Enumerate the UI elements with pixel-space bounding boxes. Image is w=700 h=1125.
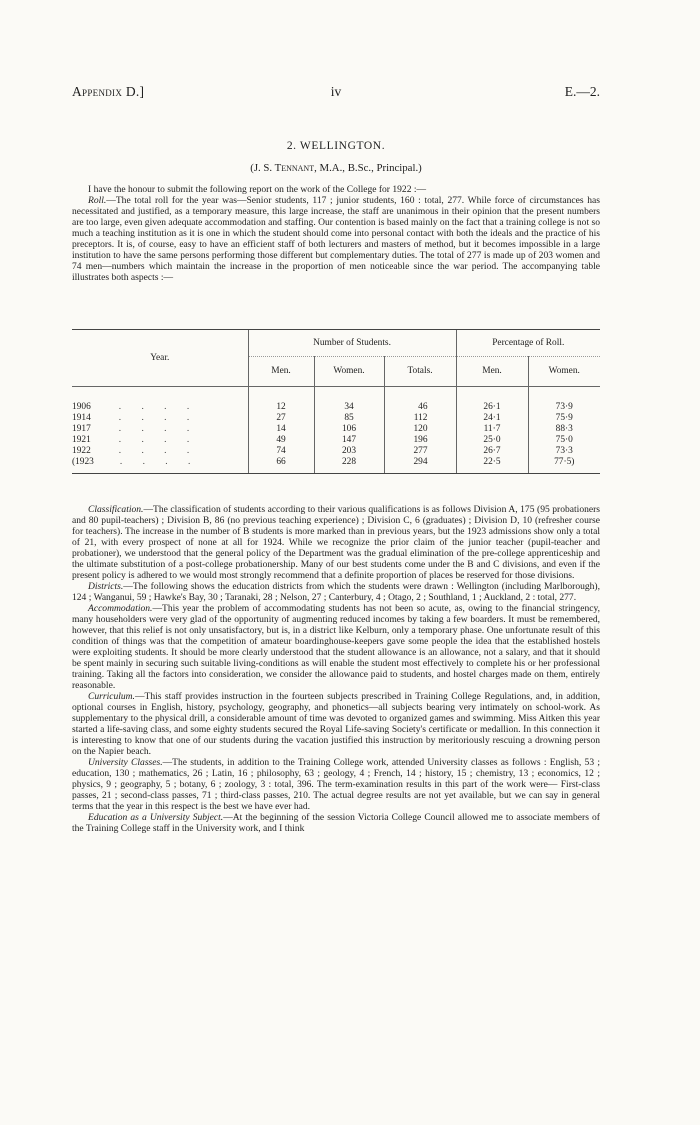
col-men: Men. (248, 356, 314, 386)
roll-paragraph (72, 195, 600, 283)
row-total: 46 (384, 401, 456, 412)
roll-heading: Roll. (88, 195, 107, 206)
accommodation-heading: Accommodation. (88, 603, 153, 614)
row-total: 277 (384, 445, 456, 456)
row-percent-men: 26·7 (456, 445, 528, 456)
row-percent-men: 25·0 (456, 434, 528, 445)
row-women: 228 (314, 456, 384, 467)
row-percent-women: 73·3 (528, 445, 600, 456)
classification-heading: Classification. (88, 504, 144, 515)
university-text: —The students, in addition to the Training College work, attended University classes as follows : English, 53 ; education, 130 ; mathematics, 26 ; Latin, 16 ; philosophy, 63 ; geology, 4 ; French, 14 ; history, 15 ; chemistry, 13 ; economics, 12 ; physics, 9 ; geography, 5 ; botany, 6 ; zoology, 3 : total, 396. The term-examination results in this part of the work were— First-class passes, 21 ; second-class passes, 71 ; third-class passes, 210. The actual degree results are not yet available, but we can say in general terms that the year in this respect is the best we have ever had. (72, 757, 601, 812)
education-paragraph (72, 812, 600, 834)
principal-qualifications: , M.A., B.Sc., Principal.) (314, 162, 422, 174)
classification-paragraph (72, 504, 600, 581)
education-text: —At the beginning of the session Victoria College Council allowed me to associate members of the Training College staff in the University work, and I think (72, 812, 600, 834)
table-row (72, 445, 600, 456)
row-men: 14 (248, 423, 314, 434)
row-men: 74 (248, 445, 314, 456)
districts-heading: Districts. (88, 581, 124, 592)
row-year: 1922 (72, 445, 91, 456)
intro-block (72, 184, 600, 283)
section-subtitle (72, 162, 600, 174)
accommodation-text: —This year the problem of accommodating students has not been so acute, as, owing to the financial stringency, many householders were very glad of the opportunity of augmenting reduced incomes by taking a few boarders. It must be remembered, however, that this relief is not only unsatisfactory, but is, in a district like Kelburn, only a temporary phase. One unfortunate result of this condition of things was that the competition of amateur boardinghouse-keepers gave some people the idea that the established hostels were exploiting students. It should be more clearly understood that the student allowance is an allowance, not a salary, and that it should be spent mainly in securing such suitable living-conditions as will enable the student most effectively to complete his or her professional training. Taking all the factors into consideration, we consider the allowance paid to students, and hostel charges made on them, entirely reasonable. (72, 603, 600, 691)
curriculum-text: —This staff provides instruction in the fourteen subjects prescribed in Training College Regulations, and, in addition, optional courses in English, history, psychology, geography, and phonetics—all subjects bearing very intimately on school-work. As supplementary to the physical drill, a considerable amount of time was devoted to organized games and swimming. Miss Aitken this year started a life-saving class, and some eighty students secured the Royal Life-saving Society's certificate or medallion. In this connection it is interesting to know that one of our students during the vacation justified this instruction by meritoriously rescuing a drowning person on the Napier beach. (72, 691, 600, 757)
col-percent-men: Men. (456, 356, 528, 386)
education-heading: Education as a University Subject. (88, 812, 224, 823)
table-row (72, 401, 600, 412)
row-percent-men: 22·5 (456, 456, 528, 467)
row-men: 49 (248, 434, 314, 445)
page-number: iv (330, 84, 342, 99)
row-women: 34 (314, 401, 384, 412)
leader-dots: . . . . (118, 401, 199, 412)
col-women: Women. (314, 356, 384, 386)
intro-paragraph: I have the honour to submit the following report on the work of the College for 1922 :— (88, 184, 427, 195)
leader-dots: . . . . (118, 412, 199, 423)
leader-dots: . . . . (119, 456, 200, 467)
row-total: 112 (384, 412, 456, 423)
roll-text: —The total roll for the year was—Senior students, 117 ; junior students, 160 : total, 277. While force of circumstances has necessitated and justified, as a temporary measure, this large increase, the staff are unanimous in their opinion that the present numbers are too large, even given adequate accommodation and staffing. Our contention is based mainly on the fact that a training college is not so much a teaching institution as it is one in which the student should come into personal contact with both the ideals and the practice of his preceptors. It is, of course, easy to have an efficient staff of both lecturers and masters of method, but it becomes impossible in a large institution to have the same persons performing those different but complementary duties. The total of 277 is made up of 203 women and 74 men—numbers which maintain the increase in the proportion of men noticeable since the war period. The accompanying table illustrates both aspects :— (72, 195, 600, 283)
page-header (72, 84, 600, 104)
row-percent-women: 73·9 (528, 401, 600, 412)
row-women: 85 (314, 412, 384, 423)
table-row (72, 412, 600, 423)
university-paragraph (72, 757, 600, 812)
col-percent-women: Women. (528, 356, 600, 386)
row-year: 1921 (72, 434, 91, 445)
year-header: Year. (150, 352, 170, 363)
leader-dots: . . . . (118, 434, 199, 445)
principal-name: J. S. Tennant (253, 162, 315, 174)
row-percent-women: 75·9 (528, 412, 600, 423)
subtitle-open: ( (250, 162, 254, 174)
leader-dots: . . . . (118, 445, 199, 456)
accommodation-paragraph (72, 603, 600, 691)
row-total: 294 (384, 456, 456, 467)
row-women: 203 (314, 445, 384, 456)
row-year: 1917 (72, 423, 91, 434)
row-women: 106 (314, 423, 384, 434)
university-heading: University Classes. (88, 757, 163, 768)
students-header: Number of Students. (248, 330, 456, 356)
row-men: 27 (248, 412, 314, 423)
row-percent-men: 11·7 (456, 423, 528, 434)
table-row (72, 434, 600, 445)
curriculum-heading: Curriculum. (88, 691, 135, 702)
row-women: 147 (314, 434, 384, 445)
row-year: 1914 (72, 412, 91, 423)
row-percent-men: 26·1 (456, 401, 528, 412)
percent-header: Percentage of Roll. (456, 330, 600, 356)
classification-text: —The classification of students according to their various qualifications is as follows Division A, 175 (95 probationers and 80 pupil-teachers) ; Division B, 86 (no previous teaching experience) ; Division C, 6 (graduates) ; Division D, 10 (refresher course for teachers). The increase in the number of B students is more marked than in previous years, but the 1923 admissions show only a total of 21, with every prospect of none at all for 1924. While we recognize the prior claim of the junior teacher (pupil-teacher and probationer), we understood that the general policy of the Department was the gradual elimination of the pre-college apprenticeship and the ultimate substitution of a post-college probationership. Many of our best students come under the B and C divisions, and even if the present policy is adhered to we would most strongly recommend that a definite proportion of places be reserved for those divisions. (72, 504, 600, 581)
row-men: 66 (248, 456, 314, 467)
document-code: E.—2. (564, 84, 600, 99)
roll-table (72, 329, 600, 474)
table-row (72, 423, 600, 434)
row-percent-men: 24·1 (456, 412, 528, 423)
row-percent-women: 77·5) (528, 456, 600, 467)
body-block (72, 504, 600, 834)
row-men: 12 (248, 401, 314, 412)
row-percent-women: 75·0 (528, 434, 600, 445)
table-row (72, 456, 600, 467)
districts-paragraph (72, 581, 600, 603)
districts-text: —The following shows the education districts from which the students were drawn : Wellington (including Marlborough), 124 ; Wanganui, 59 ; Hawke's Bay, 30 ; Taranaki, 28 ; Nelson, 27 ; Canterbury, 4 ; Otago, 2 ; Southland, 1 ; Auckland, 2 : total, 277. (72, 581, 600, 603)
row-percent-women: 88·3 (528, 423, 600, 434)
row-total: 120 (384, 423, 456, 434)
appendix-label: Appendix D.] (72, 84, 145, 99)
row-total: 196 (384, 434, 456, 445)
row-year: 1906 (72, 401, 91, 412)
leader-dots: . . . . (118, 423, 199, 434)
curriculum-paragraph (72, 691, 600, 757)
row-year: (1923 (72, 456, 94, 467)
col-totals: Totals. (384, 356, 456, 386)
section-title: 2. WELLINGTON. (286, 140, 386, 152)
